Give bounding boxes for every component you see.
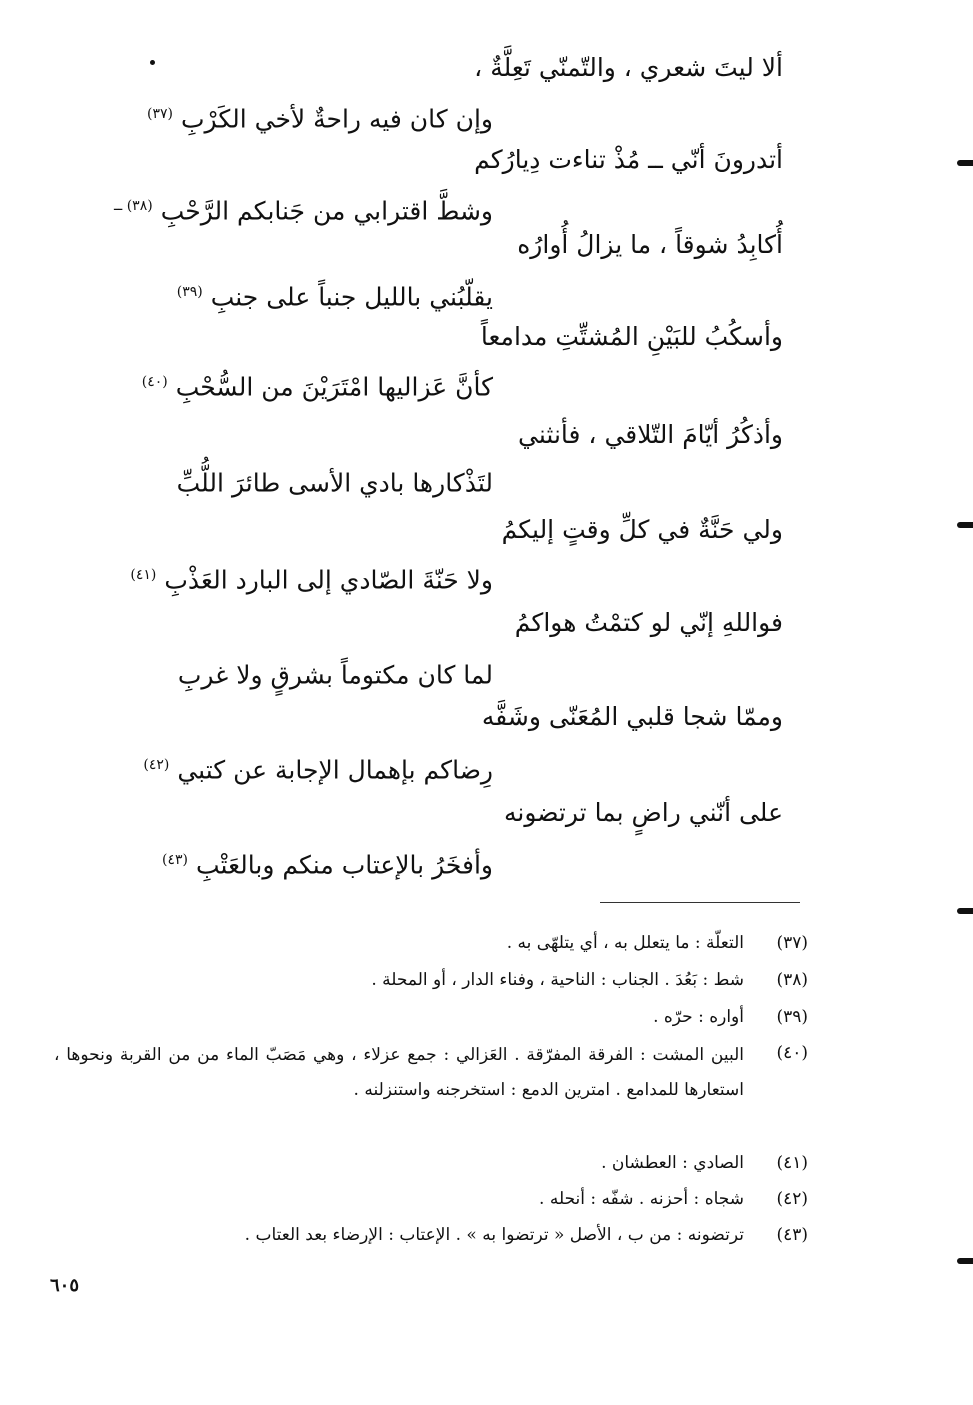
footnote-39 [48,1002,808,1032]
scan-edge-mark [957,1258,973,1264]
footnote-number: (٤٢) [776,1189,808,1209]
footnote-text: الصادي : العطشان . [601,1153,744,1173]
verse-8-second: رِضاكم بإهمال الإجابة عن كتبي$^{(٤٢)}$ [143,755,493,785]
verse-7-second: لما كان مكتوماً بشرقٍ ولا غربِ [177,660,493,690]
verse-3-second: يقلّبُني بالليل جنباً على جنبِ$^{(٣٩)}$ [176,282,493,312]
verse-3-first: أُكابِدُ شوقاً ، ما يزالُ أُوارُه [517,230,783,259]
verse-2-first: أتدرونَ أنّي ــ مُذْ تناءت دِيارُكم [474,145,783,174]
verse-6-second: ولا حَنّةَ الصّادي إلى البارد العَذْبِ$^{(٤١)}$ [130,565,493,595]
footnote-ref: (٣٩) [176,284,203,300]
verse-6-first: ولي حَنَّةٌ في كلِّ وقتٍ إليكمُ [501,515,783,544]
footnote-number: (٤٣) [776,1225,808,1245]
footnote-number: (٣٩) [776,1007,808,1027]
verse-9-first: على أنّني راضٍ بما ترتضونه [503,798,783,827]
verse-2-second: وشطَّ اقترابي من جَنابكم الرَّحْبِ$^{(٣٨) ــ}$ [114,196,493,226]
verse-1-second: وإن كان فيه راحةٌ لأخي الكَرْبِ$^{(٣٧)}$ [147,104,493,134]
verse-5-second: لتَذْكارها بادي الأسى طائرَ اللُّبِّ [176,468,493,498]
footnote-number: (٣٧) [776,933,808,953]
footnote-ref: (٣٧) [147,106,173,122]
footnote-ref: (٤٢) [143,757,170,773]
scan-edge-mark [957,908,973,914]
footnote-text: أواره : حرّه . [653,1007,744,1027]
footnote-ref: (٤٣) [162,852,188,868]
footnote-41 [48,1148,808,1178]
footnote-separator [600,902,800,903]
footnote-text: التعلّة : ما يتعلل به ، أي يتلهّى به . [506,933,744,953]
verse-7-first: فواللهِ إنّي لو كتمْتُ هواكمُ [514,608,783,637]
verse-5-first: وأذكُرُ أيّامَ التّلاقي ، فأنثني [518,420,783,449]
footnote-text: ترتضونه : من ب ، الأصل « ترتضوا به » . الإعتاب : الإرضاء بعد العتاب . [244,1225,744,1245]
footnote-number: (٣٨) [776,970,808,990]
page-number: ٦٠٥ [50,1275,80,1296]
verse-8-first: وممّا شجا قلبي المُعَنّى وشَفَّه [481,702,783,731]
footnote-37 [48,928,808,958]
verse-1-first: ألا ليتَ شعري ، والتّمنّي تَعِلَّةٌ ، [474,53,783,82]
footnote-ref: (٤٠) [141,374,168,390]
verse-4-first: وأسكُبُ للبَيْنِ المُشتِّتِ مدامعاً [480,322,783,351]
scan-edge-mark [957,522,973,528]
verse-9-second: وأفخَرُ بالإعتاب منكم وبالعَتْبِ$^{(٤٣)}$ [162,850,493,880]
footnote-text: شجاه : أحزنه . شفّه : أنحله . [539,1189,744,1209]
verse-4-second: كأنَّ عَزاليها امْتَرَيْنَ من السُّحْبِ$^{(٤٠)}$ [141,372,493,402]
ink-dot [150,60,155,65]
footnote-text: البين المشت : الفرقة المفرّقة . العَزالي : جمع عزلاء ، وهي مَصَبّ الماء من من القربة ونحوها ، استعارها للمدامع . امترين الدمع : استخرجنه واستنزلنه . [54,1045,744,1100]
scan-edge-mark [957,160,973,166]
footnote-40 [48,1038,808,1143]
footnote-text: شط : بَعُدَ . الجناب : الناحية ، وفناء الدار ، أو المحلة . [371,970,744,990]
footnote-number: (٤٠) [776,1043,808,1063]
footnote-43 [48,1220,808,1250]
footnote-number: (٤١) [776,1153,808,1173]
footnote-42 [48,1184,808,1214]
footnote-38 [48,965,808,995]
footnote-ref: (٤١) [130,567,157,583]
footnote-ref: (٣٨) ــ [114,198,153,214]
